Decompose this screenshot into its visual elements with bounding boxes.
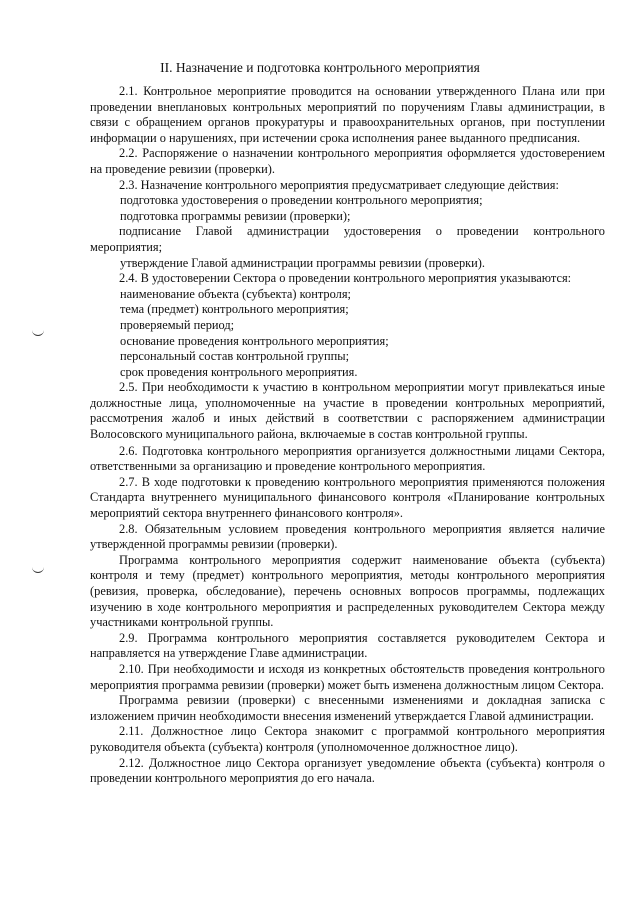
paragraph: 2.3. Назначение контрольного мероприятия предусматривает следующие действия: (119, 177, 559, 192)
list-item: проверяемый период; (120, 317, 235, 332)
list-item: утверждение Главой администрации программы ревизии (проверки). (120, 255, 486, 270)
section-title: II. Назначение и подготовка контрольного мероприятия (160, 60, 480, 75)
list-item: подготовка программы ревизии (проверки); (120, 208, 351, 223)
list-item: срок проведения контрольного мероприятия. (120, 364, 358, 379)
paragraph: 2.11. Должностное лицо Сектора знакомит с программой контрольного мероприятия руководителя объекта (субъекта) контроля (уполномоченное должностное лицо). (90, 724, 605, 754)
paragraph: 2.4. В удостоверении Сектора о проведении контрольного мероприятия указываются: (119, 271, 572, 286)
list-item: тема (предмет) контрольного мероприятия; (120, 302, 349, 317)
paragraph: 2.5. При необходимости к участию в контрольном мероприятии могут привлекаться иные должностные лица, уполномоченные на участие в проведении контрольных мероприятий, рассмотрения жалоб и иных действий в соответствии с распоряжением администрации Волосовского муниципального района, включаемые в состав контрольной группы. (90, 380, 605, 442)
paragraph: Программа контрольного мероприятия содержит наименование объекта (субъекта) контроля и тему (предмет) контрольного мероприятия, методы контрольного мероприятия (ревизия, проверка, обследование), перечень основных вопросов программы, подлежащих изучению в ходе контрольного мероприятия и распределенных руководителем Сектора между участниками контрольной группы. (90, 552, 605, 630)
paragraph: 2.7. В ходе подготовки к проведению контрольного мероприятия применяются положения Стандарта внутреннего муниципального финансового контроля «Планирование контрольных мероприятий сектора внутреннего финансового контроля». (90, 474, 605, 521)
list-item: наименование объекта (субъекта) контроля; (120, 286, 351, 301)
paragraph: 2.10. При необходимости и исходя из конкретных обстоятельств проведения контрольного мероприятия программа ревизии (проверки) может быть изменена должностным лицом Сектора. (90, 661, 605, 692)
paragraph: Программа ревизии (проверки) с внесенными изменениями и докладная записка с изложением причин необходимости внесения изменений утверждается Главой администрации. (90, 693, 605, 723)
binder-hole-mark (32, 566, 44, 573)
list-item: персональный состав контрольной группы; (120, 349, 350, 364)
list-item: основание проведения контрольного мероприятия; (120, 333, 389, 348)
paragraph: 2.12. Должностное лицо Сектора организует уведомление объекта (субъекта) контроля о проведении контрольного мероприятия до его начала. (90, 755, 605, 786)
paragraph: 2.9. Программа контрольного мероприятия составляется руководителем Сектора и направляется на утверждение Главе администрации. (90, 630, 605, 661)
paragraph: 2.2. Распоряжение о назначении контрольного мероприятия оформляется удостоверением на проведение ревизии (проверки). (90, 146, 605, 176)
binder-hole-mark (32, 329, 44, 336)
paragraph: 2.8. Обязательным условием проведения контрольного мероприятия является наличие утвержденной программы ревизии (проверки). (90, 521, 605, 552)
paragraph: 2.1. Контрольное мероприятие проводится на основании утвержденного Плана или при проведении внеплановых контрольных мероприятий по поручениям Главы администрации, в связи с обращением органов прокуратуры и правоохранительных органов, при поступлении информации о нарушениях, при истечении срока исполнения ранее выданного предписания. (90, 84, 605, 145)
paragraph: 2.6. Подготовка контрольного мероприятия организуется должностными лицами Сектора, ответственными за организацию и проведение контрольного мероприятия. (90, 443, 605, 474)
list-item: подписание Главой администрации удостоверения о проведении контрольного мероприятия; (90, 224, 605, 254)
list-item: подготовка удостоверения о проведении контрольного мероприятия; (120, 193, 483, 208)
document-body (90, 84, 605, 787)
